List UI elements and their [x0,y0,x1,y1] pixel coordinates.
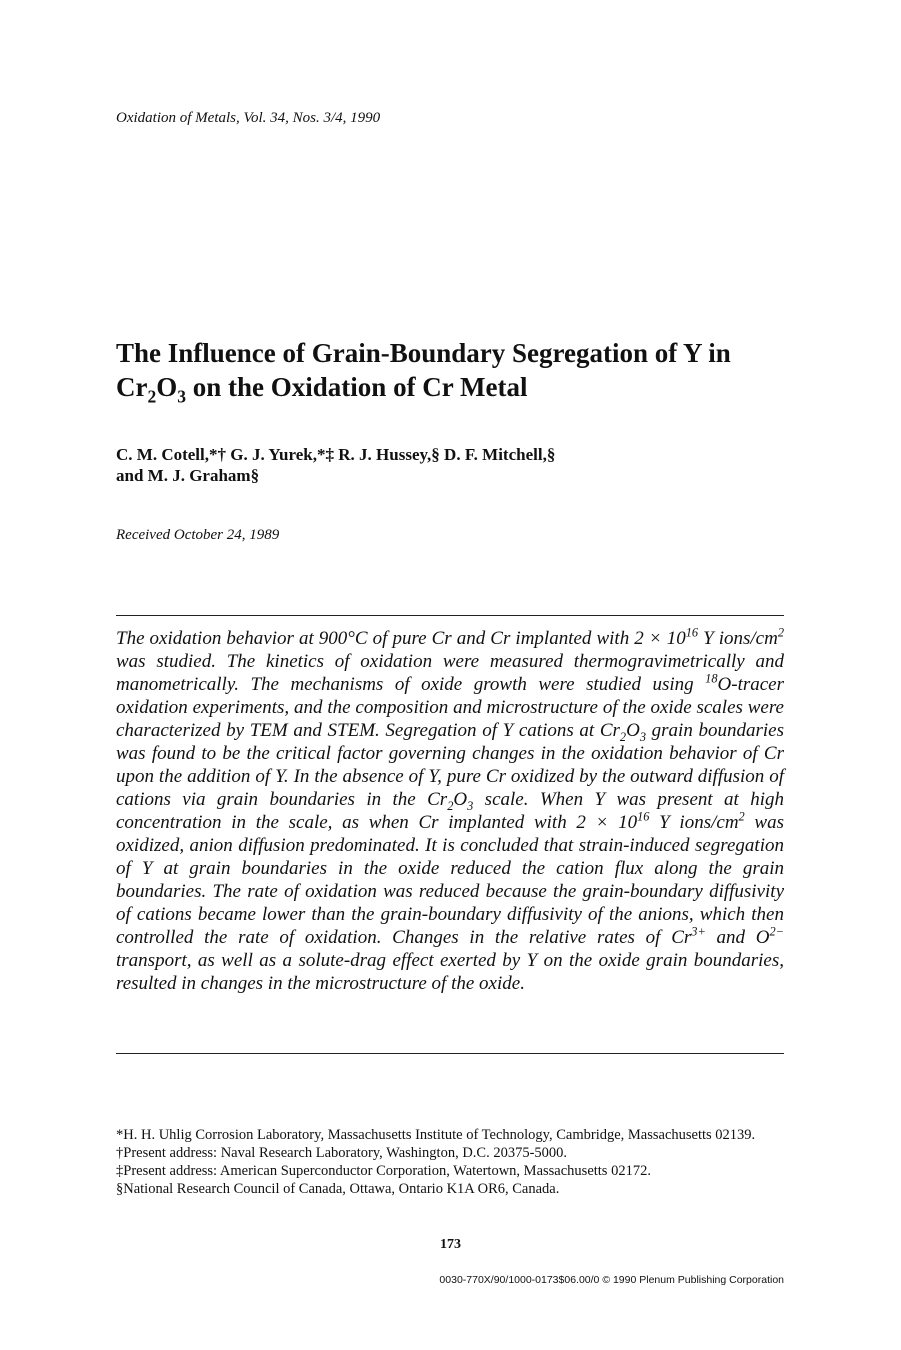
abstract-text: O-tracer oxidation experiments, and the composition and microstructure of the oxide scales were characterized by TEM and STEM. Segregation of Y cations at Cr [116,674,784,741]
footnotes [116,1126,786,1198]
abstract-subscript: 3 [467,798,474,813]
abstract-subscript: 2 [447,798,454,813]
copyright-line: 0030-770X/90/1000-0173$06.00/0 © 1990 Plenum Publishing Corporation [439,1274,784,1286]
abstract-superscript: 3+ [691,924,706,939]
authors-line-1: C. M. Cotell,*† G. J. Yurek,*‡ R. J. Hussey,§ D. F. Mitchell,§ [116,445,556,464]
title-cr: Cr [116,372,148,402]
title-o: O [156,372,178,402]
abstract-text: O [626,720,640,741]
abstract-text: Y ions/cm [649,812,739,833]
abstract-text: transport, as well as a solute-drag effect exerted by Y on the oxide grain boundaries, resulted in changes in the microstructure of the oxide. [116,950,784,994]
abstract-superscript: 16 [637,809,650,824]
abstract-superscript: 16 [685,625,699,640]
abstract-text: and O [705,927,770,948]
abstract-text: scale. When Y was present at high concentration in the scale, as when Cr implanted with 2 × 10 [116,789,785,833]
abstract-text: was oxidized, anion diffusion predominated. It is concluded that strain-induced segregation of Y at grain boundaries in the oxide reduced the cation flux along the grain boundaries. The rate of oxidation was reduced because the grain-boundary diffusivity of cations became lower than the grain-boundary diffusivity of the anions, which then controlled the rate of oxidation. Changes in the relative rates of Cr [116,812,784,948]
abstract-superscript: 2 [738,809,745,824]
received-date: Received October 24, 1989 [116,527,280,543]
journal-citation: Oxidation of Metals, Vol. 34, Nos. 3/4, 1990 [116,110,381,126]
abstract-subscript: 3 [639,729,646,744]
title-line-1: The Influence of Grain-Boundary Segregation of Y in [116,338,731,368]
title-line-2: on the Oxidation of Cr Metal [186,372,528,402]
footnote: †Present address: Naval Research Laboratory, Washington, D.C. 20375-5000. [116,1145,568,1161]
author-list [116,444,816,486]
abstract-text: O [453,789,468,810]
abstract-subscript: 2 [619,729,627,744]
abstract-text: The oxidation behavior at 900°C of pure Cr and Cr implanted with 2 × 10 [116,628,686,649]
abstract-superscript: 2− [769,924,784,939]
abstract-text: grain boundaries was found to be the critical factor governing changes in the oxidation behavior of Cr upon the addition of Y. In the absence of Y, pure Cr oxidized by the outward diffusion of cations via grain boundaries in the Cr [116,720,784,810]
abstract-bottom-rule [116,1053,784,1054]
authors-line-2: and M. J. Graham§ [116,466,260,485]
footnote: *H. H. Uhlig Corrosion Laboratory, Massachusetts Institute of Technology, Cambridge, Massachusetts 02139. [116,1127,756,1143]
abstract [116,627,784,995]
article-title [116,336,816,407]
abstract-text: was studied. The kinetics of oxidation were measured thermogravimetrically and manometrically. The mechanisms of oxide growth were studied using [116,651,784,695]
abstract-text: Y ions/cm [698,628,778,649]
page-number: 173 [440,1237,461,1252]
footnote: ‡Present address: American Superconductor Corporation, Watertown, Massachusetts 02172. [116,1163,651,1179]
abstract-superscript: 18 [705,671,718,686]
abstract-top-rule [116,615,784,616]
title-subscript-3: 3 [177,386,187,407]
footnote: §National Research Council of Canada, Ottawa, Ontario K1A OR6, Canada. [116,1181,560,1197]
title-subscript-2: 2 [147,386,157,407]
abstract-superscript: 2 [777,625,784,640]
